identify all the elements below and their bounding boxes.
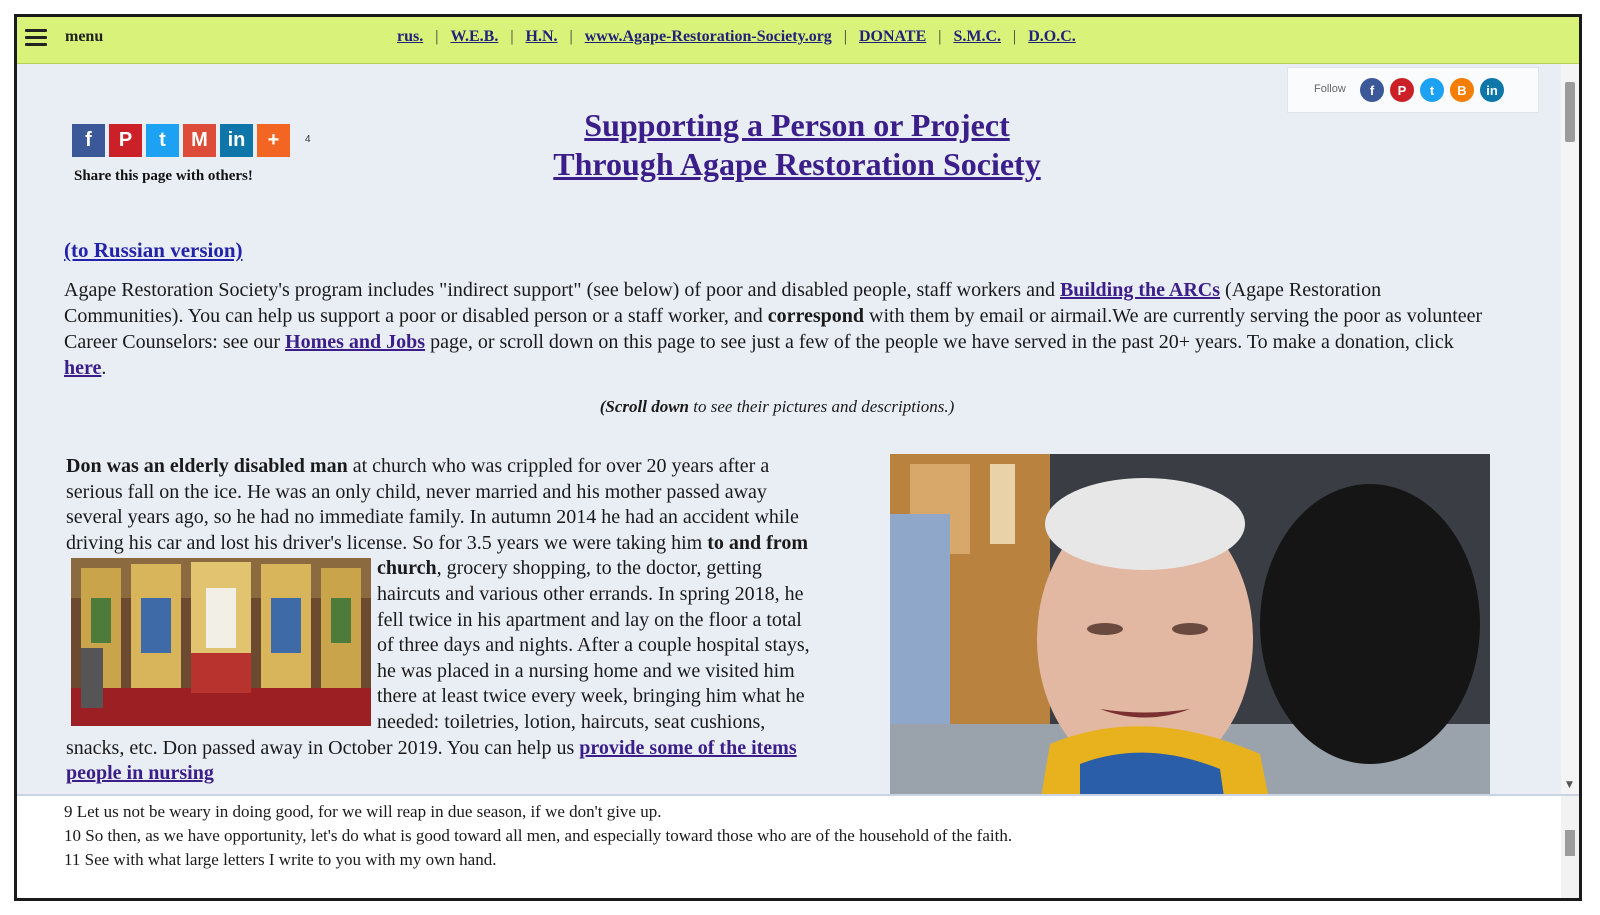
nav-link-donate[interactable]: DONATE	[859, 28, 927, 45]
scroll-note: (Scroll down to see their pictures and descriptions.)	[599, 397, 955, 416]
pinterest-icon[interactable]: P	[109, 124, 142, 157]
nav-link-web[interactable]: W.E.B.	[450, 28, 499, 45]
facebook-follow-icon[interactable]: f	[1360, 78, 1384, 102]
share-count: 4	[305, 134, 311, 145]
don-portrait-photo	[890, 454, 1490, 794]
nursing-items-link[interactable]: provide some of the items people in nursing	[66, 736, 797, 785]
twitter-icon[interactable]: t	[146, 124, 179, 157]
intro-paragraph: Agape Restoration Society's program includes "indirect support" (see below) of poor and disabled people, staff workers and Building the ARCs (Agape Restoration Communities). You can help us support a poor or disabled person or a staff worker, and correspond with them by email or airmail.We are currently serving the poor as volunteer Career Counselors: see our Homes and Jobs page, or scroll down on this page to see just a few of the people we have served in the past 20+ years. To make a donation, click here.	[64, 279, 1483, 379]
scroll-down-arrow-icon[interactable]: ▼	[1566, 780, 1573, 790]
russian-version-link[interactable]: (to Russian version)	[64, 238, 243, 262]
donate-here-link[interactable]: here	[64, 357, 102, 379]
nav-link-hn[interactable]: H.N.	[525, 28, 558, 45]
more-share-icon[interactable]: +	[257, 124, 290, 157]
menu-label[interactable]: menu	[65, 28, 104, 45]
verse-line: 9 Let us not be weary in doing good, for we will reap in due season, if we don't give up.	[64, 802, 662, 821]
follow-label: Follow	[1314, 83, 1346, 95]
page-scrollbar[interactable]	[1561, 64, 1579, 794]
nav-link-smc[interactable]: S.M.C.	[953, 28, 1002, 45]
nav-link-rus[interactable]: rus.	[397, 28, 424, 45]
page-title[interactable]: Supporting a Person or Project Through Agape Restoration Society	[553, 107, 1041, 182]
top-nav-bar	[17, 17, 1579, 64]
twitter-follow-icon[interactable]: t	[1420, 78, 1444, 102]
ticker-scrollbar[interactable]	[1561, 796, 1579, 900]
nav-link-doc[interactable]: D.O.C.	[1028, 28, 1076, 45]
verse-line: 11 See with what large letters I write to you with my own hand.	[64, 850, 497, 869]
follow-widget	[1287, 67, 1539, 113]
linkedin-icon[interactable]: in	[220, 124, 253, 157]
homes-and-jobs-link[interactable]: Homes and Jobs	[285, 331, 426, 353]
building-arcs-link[interactable]: Building the ARCs	[1059, 279, 1221, 301]
church-interior-image	[71, 558, 371, 726]
gmail-icon[interactable]: M	[183, 124, 216, 157]
scripture-ticker	[17, 794, 1579, 900]
scrollbar-thumb[interactable]	[1565, 82, 1575, 142]
pinterest-follow-icon[interactable]: P	[1390, 78, 1414, 102]
facebook-icon[interactable]: f	[72, 124, 105, 157]
verse-line: 10 So then, as we have opportunity, let's do what is good toward all men, and especially toward those who are of the household of the faith.	[64, 826, 1013, 845]
hamburger-menu-icon[interactable]	[25, 26, 47, 50]
linkedin-follow-icon[interactable]: in	[1480, 78, 1504, 102]
browser-frame	[14, 14, 1582, 901]
main-content	[17, 64, 1561, 794]
share-caption: Share this page with others!	[74, 168, 253, 184]
ticker-scrollbar-thumb[interactable]	[1565, 830, 1575, 856]
blogger-follow-icon[interactable]: B	[1450, 78, 1474, 102]
nav-link-home-site[interactable]: www.Agape-Restoration-Society.org	[584, 28, 832, 45]
share-buttons	[72, 124, 290, 157]
don-story: Don was an elderly disabled man at church who was crippled for over 20 years after a serious fall on the ice. He was an only child, never married and his mother passed away several years ago, so he had no immediate family. In autumn 2014 he had an accident while driving his car and lost his driver's license. So for 3.5 years we were taking him to and from church, grocery shopping, to the doctor, getting haircuts and various other errands. In spring 2018, he fell twice in his apartment and lay on the floor a total of three days and nights. After a couple hospital stays, he was placed in a nursing home and we visited him there at least twice every week, bringing him what he needed: toiletries, lotion, haircuts, seat cushions, snacks, etc. Don passed away in October 2019. You can help us provide some of the items people in nursing	[66, 455, 810, 785]
top-nav-links: rus. | W.E.B. | H.N. | www.Agape-Restoration-Society.org | DONATE | S.M.C. | D.O.C.	[397, 28, 1076, 45]
